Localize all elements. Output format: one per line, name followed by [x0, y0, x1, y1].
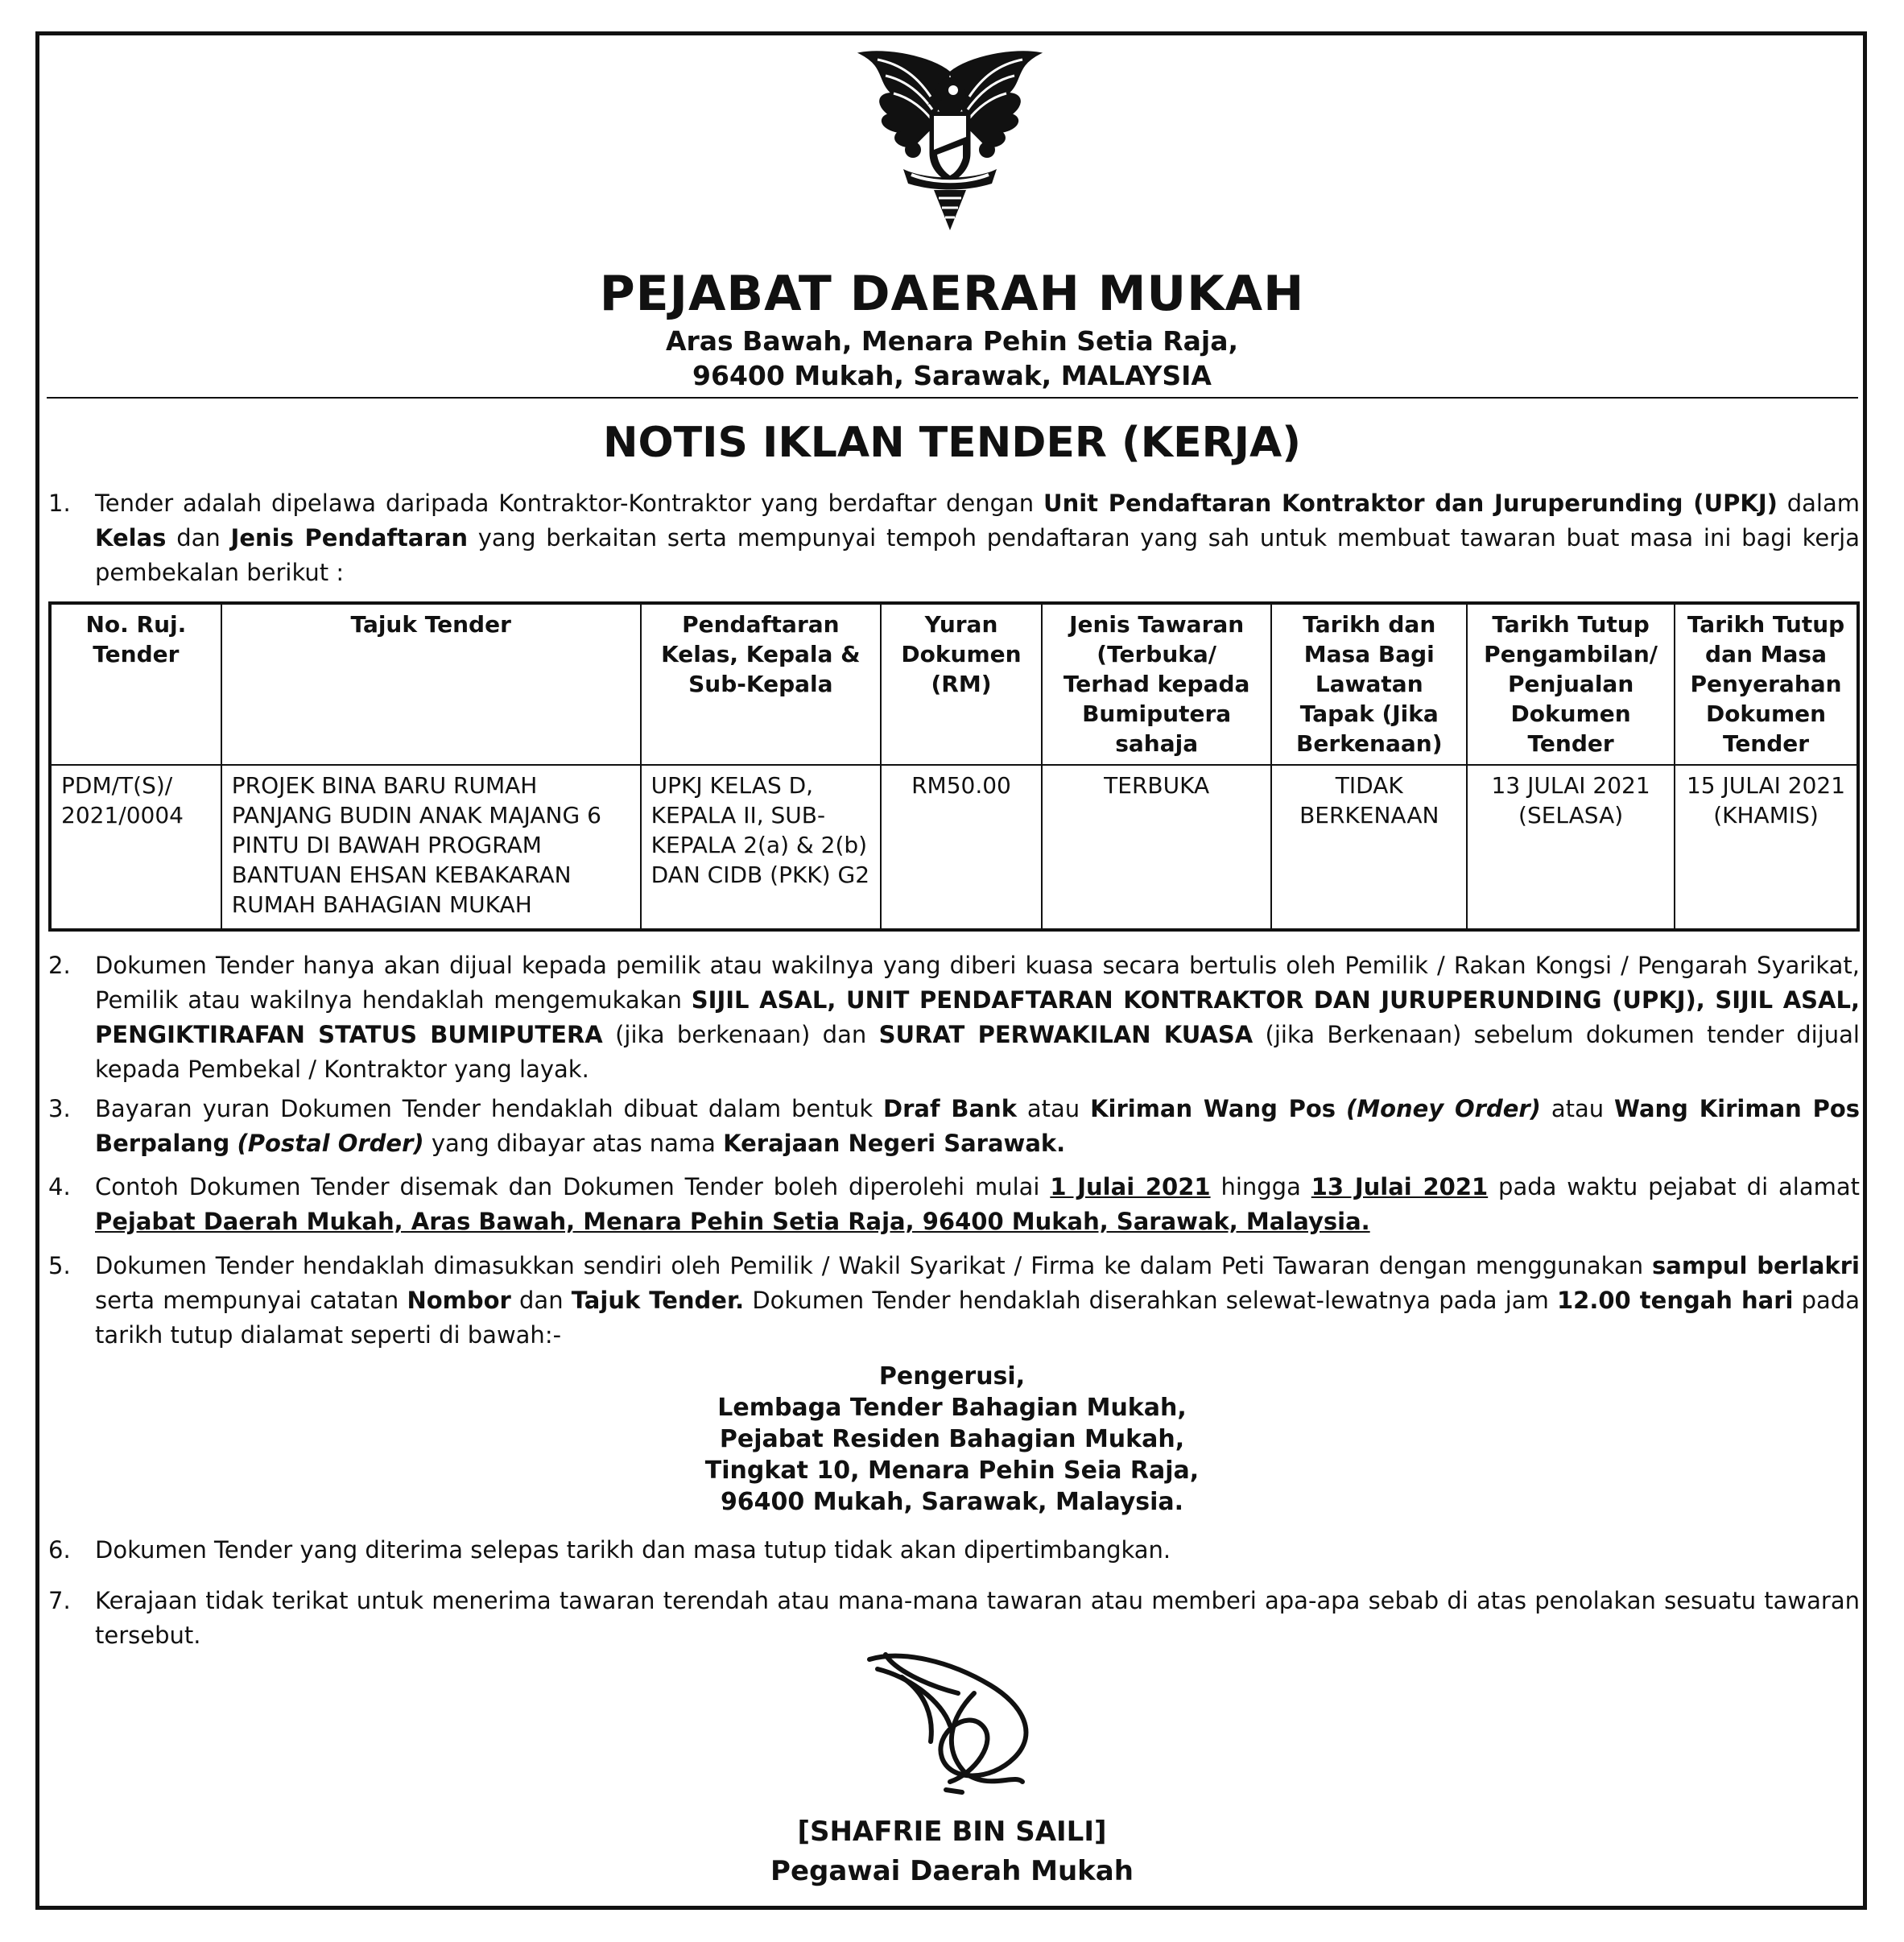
- bold-text: SIJIL ASAL, UNIT PENDAFTARAN KONTRAKTOR DAN JURUPERUNDING (UPKJ), SIJIL ASAL, PENGIKTIRAFAN STATUS BUMIPUTERA: [95, 986, 1860, 1048]
- sale-close-cell: 13 JULAI 2021 (SELASA): [1467, 765, 1675, 930]
- office-address-line1: Aras Bawah, Menara Pehin Setia Raja,: [665, 325, 1239, 357]
- address-line: Pejabat Residen Bahagian Mukah,: [719, 1425, 1185, 1453]
- bold-text: Kelas: [95, 524, 167, 552]
- signature-icon: [853, 1645, 1063, 1806]
- paragraph-7: [48, 1584, 1860, 1653]
- text: Dokumen Tender hanya akan dijual kepada pemilik atau wakilnya yang diberi kuasa secara bertulis oleh Pemilik / Rakan Kongsi / Pengarah Syarikat, Pemilik atau wakilnya hendaklah mengemukakan: [95, 952, 1860, 1014]
- column-header: Pendaftaran Kelas, Kepala & Sub-Kepala: [641, 603, 881, 765]
- paragraph-number: 5.: [48, 1252, 71, 1279]
- column-header: Tarikh Tutup dan Masa Penyerahan Dokumen Tender: [1675, 603, 1858, 765]
- signatory-title: Pegawai Daerah Mukah: [770, 1855, 1134, 1887]
- text: dan: [166, 524, 231, 552]
- text: (jika Berkenaan) sebelum dokumen tender dijual kepada Pembekal / Kontraktor yang layak.: [95, 1021, 1860, 1083]
- paragraph-number: 6.: [48, 1536, 71, 1564]
- text: dalam: [1777, 490, 1860, 517]
- text: Dokumen Tender hendaklah diserahkan selewat-lewatnya pada jam: [744, 1287, 1557, 1314]
- paragraph-number: 2.: [48, 952, 71, 979]
- address-line: Tingkat 10, Menara Pehin Seia Raja,: [704, 1456, 1200, 1485]
- bold-text: SURAT PERWAKILAN KUASA: [878, 1021, 1254, 1048]
- tender-ref-cell: PDM/T(S)/ 2021/0004: [50, 765, 221, 930]
- text: Tender adalah dipelawa daripada Kontraktor-Kontraktor yang berdaftar dengan: [95, 490, 1044, 517]
- column-header: No. Ruj. Tender: [50, 603, 221, 765]
- notice-title: NOTIS IKLAN TENDER (KERJA): [602, 419, 1302, 467]
- address-line: Lembaga Tender Bahagian Mukah,: [717, 1394, 1187, 1422]
- text: Dokumen Tender hendaklah dimasukkan sendiri oleh Pemilik / Wakil Syarikat / Firma ke dalam Peti Tawaran dengan menggunakan: [95, 1252, 1653, 1279]
- tender-type-cell: TERBUKA: [1042, 765, 1272, 930]
- registration-cell: UPKJ KELAS D, KEPALA II, SUB-KEPALA 2(a) & 2(b) DAN CIDB (PKK) G2: [641, 765, 881, 930]
- tender-table: [48, 601, 1860, 932]
- bold-italic-text: (Money Order): [1345, 1095, 1541, 1122]
- paragraph-number: 3.: [48, 1095, 71, 1122]
- address-line: 96400 Mukah, Sarawak, Malaysia.: [720, 1488, 1184, 1516]
- bold-text: Kiriman Wang Pos: [1090, 1095, 1336, 1122]
- column-header: Yuran Dokumen (RM): [881, 603, 1042, 765]
- tender-title-cell: PROJEK BINA BARU RUMAH PANJANG BUDIN ANAK MAJANG 6 PINTU DI BAWAH PROGRAM BANTUAN EHSAN KEBAKARAN RUMAH BAHAGIAN MUKAH: [221, 765, 641, 930]
- bold-text: Wang Kiriman Pos Berpalang: [95, 1095, 1861, 1157]
- text: hingga: [1210, 1173, 1311, 1200]
- fee-cell: RM50.00: [881, 765, 1042, 930]
- address-line: Pengerusi,: [878, 1362, 1026, 1390]
- column-header: Tarikh Tutup Pengambilan/ Penjualan Dokumen Tender: [1467, 603, 1675, 765]
- bold-text: Jenis Pendaftaran: [230, 524, 468, 552]
- bold-text: Unit Pendaftaran Kontraktor dan Juruperunding (UPKJ): [1043, 490, 1778, 517]
- column-header: Tajuk Tender: [221, 603, 641, 765]
- submission-address: [0, 1361, 1904, 1518]
- table-row: [50, 765, 1858, 930]
- text: atau: [1016, 1095, 1091, 1122]
- paragraph-number: 7.: [48, 1587, 71, 1614]
- paragraph-5: [48, 1249, 1860, 1353]
- office-name: PEJABAT DAERAH MUKAH: [599, 266, 1305, 322]
- bold-text: Kerajaan Negeri Sarawak.: [723, 1130, 1066, 1157]
- paragraph-number: 4.: [48, 1173, 71, 1200]
- text: pada tarikh tutup dialamat seperti di bawah:-: [95, 1287, 1860, 1349]
- bold-text: Tajuk Tender.: [571, 1287, 745, 1314]
- text: yang dibayar atas nama: [423, 1130, 724, 1157]
- text: Bayaran yuran Dokumen Tender hendaklah dibuat dalam bentuk: [95, 1095, 884, 1122]
- site-visit-cell: TIDAK BERKENAAN: [1271, 765, 1467, 930]
- underlined-date: 1 Julai 2021: [1050, 1173, 1211, 1200]
- paragraph-2: [48, 948, 1860, 1087]
- text: yang berkaitan serta mempunyai tempoh pendaftaran yang sah untuk membuat tawaran buat masa ini bagi kerja pembekalan berikut :: [95, 524, 1860, 586]
- column-header: Tarikh dan Masa Bagi Lawatan Tapak (Jika Berkenaan): [1271, 603, 1467, 765]
- text: (jika berkenaan) dan: [602, 1021, 879, 1048]
- office-address-line2: 96400 Mukah, Sarawak, MALAYSIA: [692, 360, 1212, 391]
- text: serta mempunyai catatan: [95, 1287, 407, 1314]
- text: dan: [510, 1287, 572, 1314]
- paragraph-text: Dokumen Tender yang diterima selepas tarikh dan masa tutup tidak akan dipertimbangkan.: [95, 1536, 1171, 1564]
- text: Contoh Dokumen Tender disemak dan Dokumen Tender boleh diperolehi mulai: [95, 1173, 1051, 1200]
- paragraph-number: 1.: [48, 490, 71, 517]
- signatory-name: [SHAFRIE BIN SAILI]: [797, 1816, 1107, 1848]
- text: pada waktu pejabat di alamat: [1488, 1173, 1860, 1200]
- paragraph-6: [48, 1533, 1860, 1568]
- column-header: Jenis Tawaran (Terbuka/ Terhad kepada Bumiputera sahaja: [1042, 603, 1272, 765]
- text: atau: [1540, 1095, 1615, 1122]
- bold-italic-text: (Postal Order): [237, 1130, 424, 1157]
- paragraph-text: Kerajaan tidak terikat untuk menerima tawaran terendah atau mana-mana tawaran atau memberi apa-apa sebab di atas penolakan sesuatu tawaran tersebut.: [95, 1587, 1860, 1649]
- sarawak-crest-icon: [853, 48, 1047, 242]
- bold-text: 12.00 tengah hari: [1557, 1287, 1794, 1314]
- table-header-row: [50, 603, 1858, 765]
- underlined-address: Pejabat Daerah Mukah, Aras Bawah, Menara Pehin Setia Raja, 96400 Mukah, Sarawak, Malaysia.: [95, 1208, 1370, 1235]
- paragraph-1: [48, 486, 1860, 590]
- header-divider: [47, 397, 1858, 399]
- submission-close-cell: 15 JULAI 2021 (KHAMIS): [1675, 765, 1858, 930]
- bold-text: Draf Bank: [883, 1095, 1017, 1122]
- underlined-date: 13 Julai 2021: [1311, 1173, 1489, 1200]
- paragraph-3: [48, 1092, 1860, 1161]
- bold-text: Nombor: [407, 1287, 511, 1314]
- paragraph-4: [48, 1170, 1860, 1239]
- bold-text: sampul berlakri: [1652, 1252, 1860, 1279]
